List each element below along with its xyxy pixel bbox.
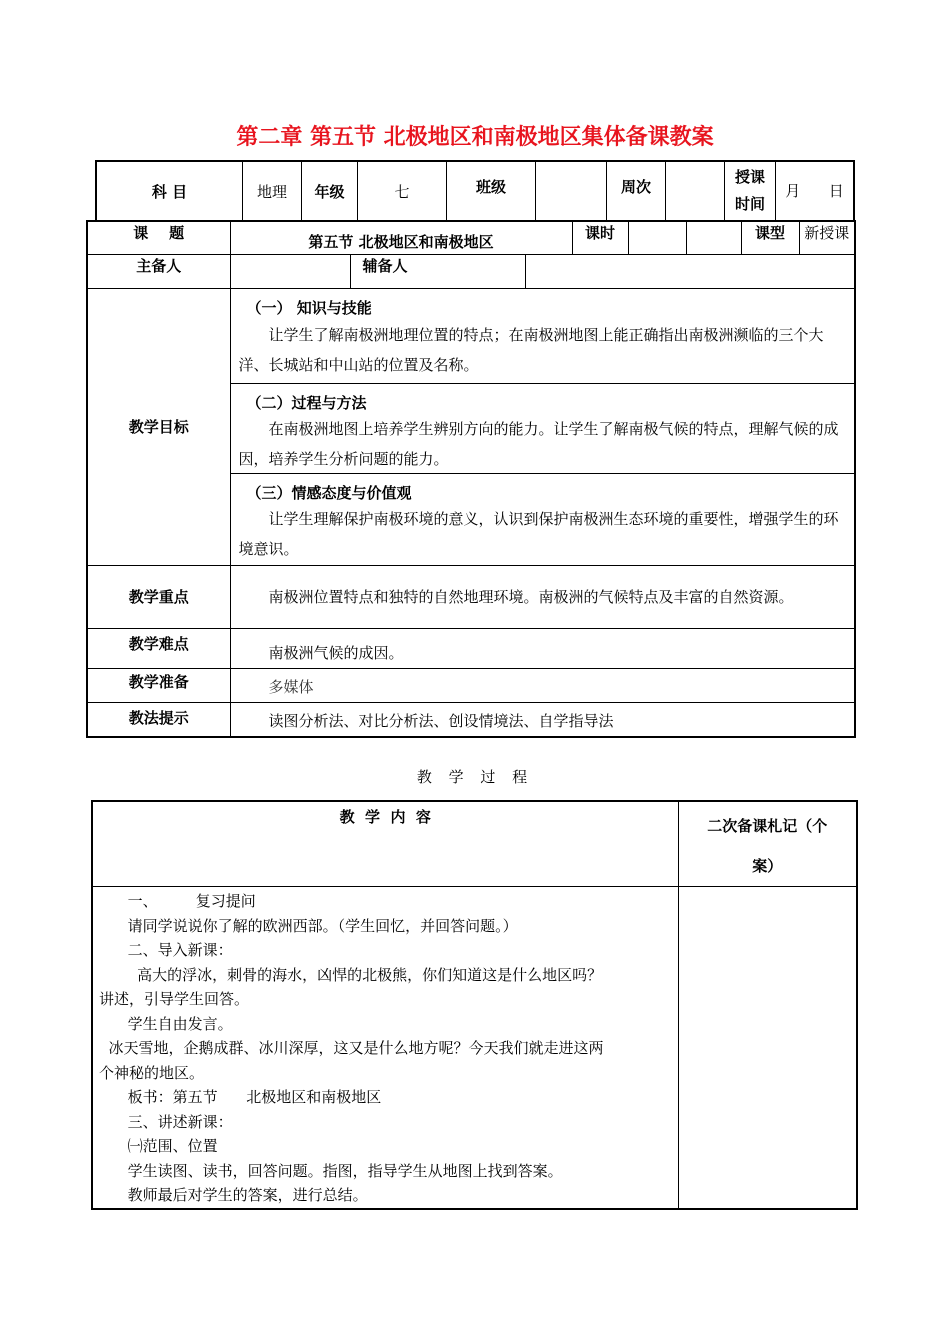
grade-value: 七 (358, 161, 447, 221)
objective-title: （一） 知识与技能 (246, 298, 372, 317)
week-value (666, 161, 725, 221)
content-line: 请同学说说你了解的欧洲西部。（学生回忆，并回答问题。） (99, 916, 518, 935)
content-line: 冰天雪地，企鹅成群、冰川深厚，这又是什么地方呢？今天我们就走进这两 (99, 1039, 604, 1057)
date-value: 月 日 (776, 161, 855, 221)
time-label-line1: 授课 (734, 168, 765, 186)
content-body (92, 887, 678, 1209)
method-value: 读图分析法、对比分析法、创设情境法、自学指导法 (230, 702, 855, 737)
class-label: 班级 (447, 161, 536, 221)
type-value: 新授课 (799, 221, 855, 254)
notes-body (678, 887, 857, 1209)
method-label: 教法提示 (87, 702, 230, 737)
info-table (86, 220, 856, 738)
process-table (91, 800, 858, 1210)
content-header: 教 学 内 容 (92, 801, 678, 887)
preparation-label: 教学准备 (87, 668, 230, 702)
content-line: 个神秘的地区。 (99, 1063, 205, 1082)
objective-title: （二）过程与方法 (246, 393, 367, 412)
class-value (536, 161, 607, 221)
content-line: 一、 复习提问 (99, 892, 256, 910)
objective-knowledge (231, 289, 855, 384)
main-preparer-value (230, 254, 350, 288)
content-line: 学生自由发言。 (99, 1014, 233, 1033)
content-line: 三、讲述新课： (99, 1112, 233, 1131)
content-line: ㈠范围、位置 (99, 1137, 218, 1155)
objective-attitude (231, 474, 855, 564)
content-line: 讲述，引导学生回答。 (99, 990, 250, 1008)
header-table (95, 160, 855, 222)
assistant-value (525, 254, 855, 288)
preparation-value: 多媒体 (230, 668, 855, 702)
content-line: 教师最后对学生的答案，进行总结。 (99, 1186, 368, 1204)
topic-label: 课 题 (87, 221, 230, 254)
period-value (628, 221, 686, 254)
key-points-label: 教学重点 (87, 565, 230, 628)
subject-value: 地理 (243, 161, 302, 221)
main-preparer-label: 主备人 (87, 254, 230, 288)
time-label (725, 161, 776, 221)
notes-header-line1: 二次备课札记（个 (707, 817, 828, 835)
content-line: 二、导入新课： (99, 941, 233, 959)
content-line: 学生读图、读书，回答问题。指图，指导学生从地图上找到答案。 (99, 1161, 563, 1180)
notes-header-line2: 案） (752, 857, 783, 875)
difficulty-value: 南极洲气候的成因。 (230, 628, 855, 668)
objective-text: 在南极洲地图上培养学生辨别方向的能力。让学生了解南极气候的特点，理解气候的成因，培养学生分析问题的能力。 (238, 419, 839, 468)
objective-process (231, 384, 855, 474)
objectives-label: 教学目标 (87, 288, 230, 565)
subject-label: 科 目 (96, 161, 243, 221)
grade-label: 年级 (302, 161, 358, 221)
objective-title: （三）情感态度与价值观 (246, 483, 412, 502)
notes-header (678, 801, 857, 887)
week-label: 周次 (607, 161, 666, 221)
topic-value: 第五节 北极地区和南极地区 (230, 221, 572, 254)
process-title: 教 学 过 程 (416, 768, 534, 786)
objective-text: 让学生了解南极洲地理位置的特点；在南极洲地图上能正确指出南极洲濒临的三个大洋、长城站和中山站的位置及名称。 (238, 325, 824, 374)
time-label-line2: 时间 (734, 195, 765, 213)
key-points-value: 南极洲位置特点和独特的自然地理环境。南极洲的气候特点及丰富的自然资源。 (230, 565, 855, 628)
content-line: 板书：第五节 北极地区和南极地区 (99, 1088, 382, 1106)
document-title: 第二章 第五节 北极地区和南极地区集体备课教案 (236, 125, 714, 150)
period-label: 课时 (572, 221, 628, 254)
content-line: 高大的浮冰，刺骨的海水，凶悍的北极熊，你们知道这是什么地区吗？ (99, 965, 603, 984)
objective-text: 让学生理解保护南极环境的意义，认识到保护南极洲生态环境的重要性，增强学生的环境意识。 (238, 509, 839, 558)
assistant-label: 辅备人 (350, 254, 525, 288)
type-label: 课型 (741, 221, 799, 254)
difficulty-label: 教学难点 (87, 628, 230, 668)
objectives-cell (230, 288, 855, 565)
